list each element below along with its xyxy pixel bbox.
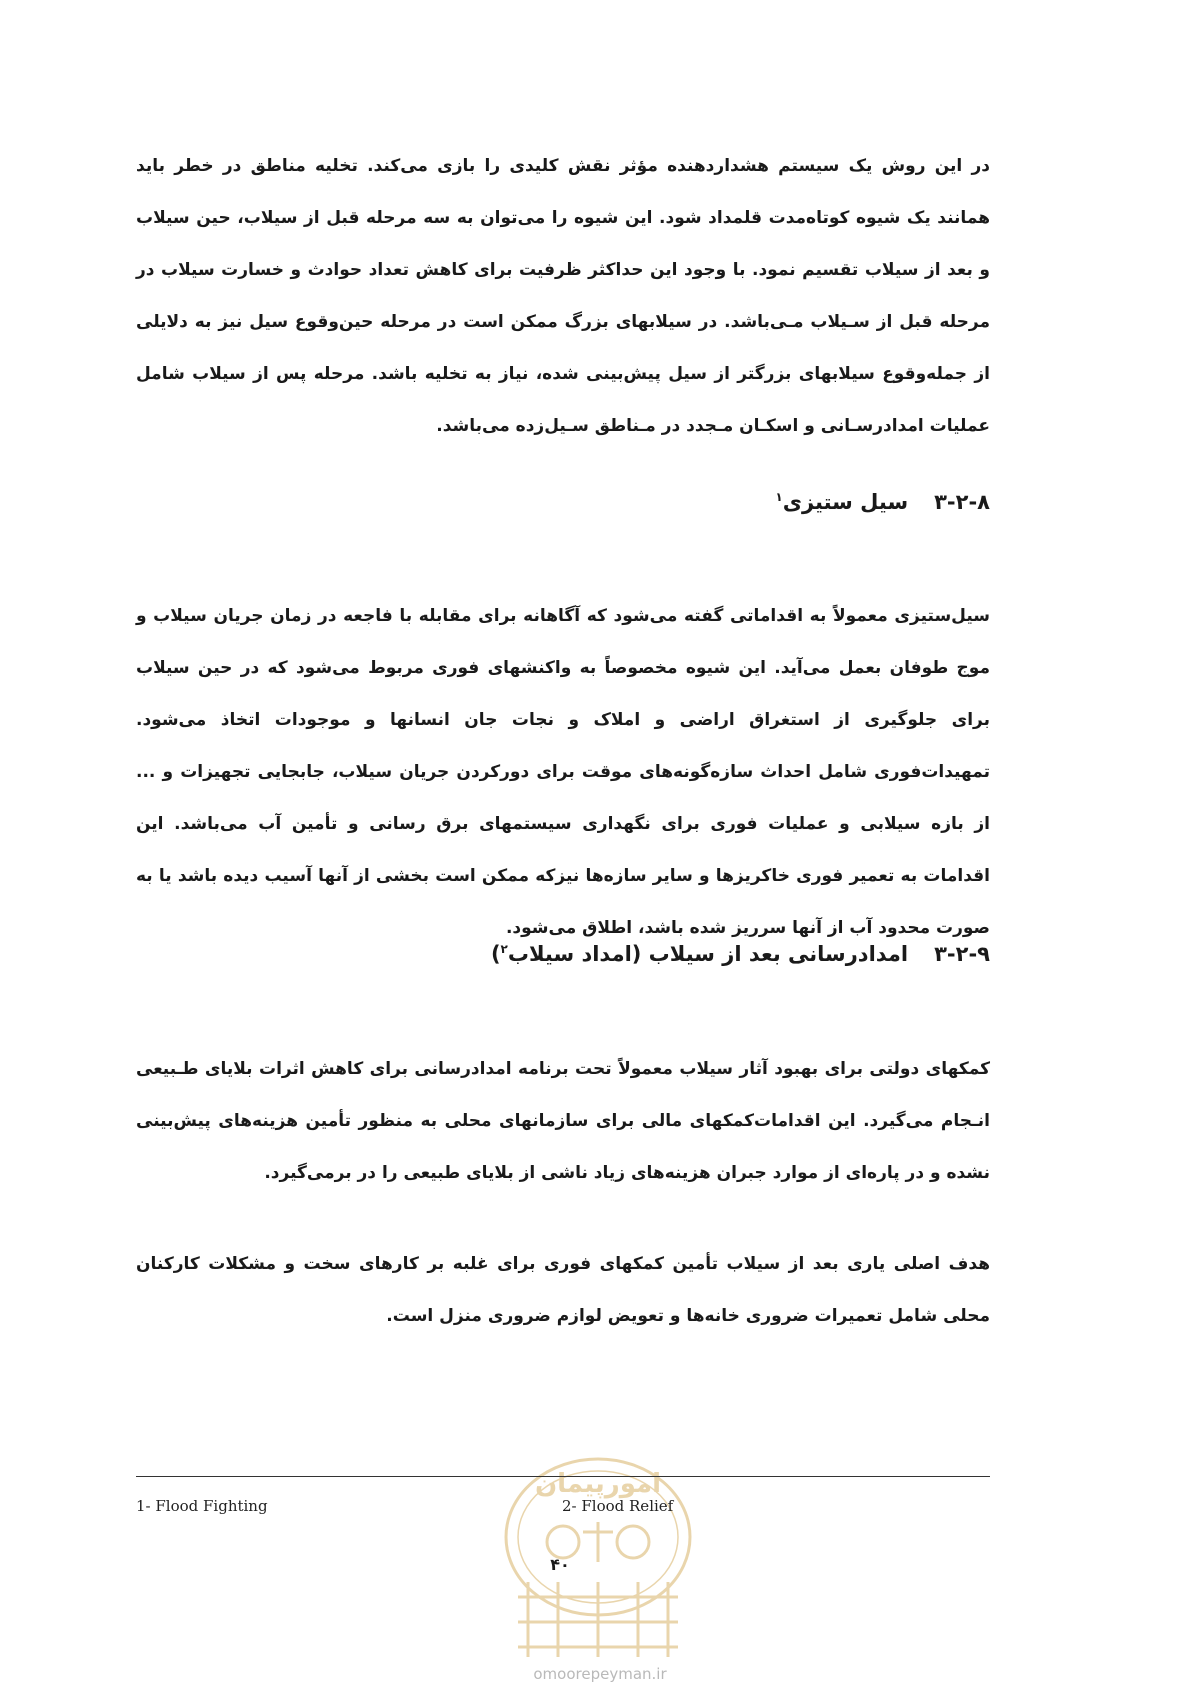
footnote-2: 2- Flood Relief [562, 1497, 674, 1515]
footnote-divider [136, 1476, 990, 1477]
section-title: سیل ستیزی [782, 490, 909, 514]
section-title-close: ) [490, 942, 501, 966]
section-number: ۳-۲-۹ [934, 942, 990, 966]
footnote-ref: ۱ [775, 490, 783, 504]
footnote-ref: ۲ [500, 942, 508, 956]
page-number: ۴۰ [550, 1555, 570, 1574]
watermark-url: omoorepeyman.ir [533, 1665, 667, 1683]
paragraph-government-aid: کمکهای دولتی برای بهبود آثار سیلاب معمولاً تحت برنامه امدادرسانی برای کاهش اثرات بلایای طـبیعی انـجام می‌گیرد. این اقدامات‌کمکهای مالی برای سازمانهای محلی به منظور تأمین هزینه‌های پیش‌بینی نشده و در پاره‌ای از موارد جبران هزینه‌های زیاد ناشی از بلایای طبیعی را در برمی‌گیرد. [136, 1059, 990, 1183]
section-heading-flood-relief [491, 942, 990, 966]
paragraph-flood-fighting: سیل‌ستیزی معمولاً به اقداماتی گفته می‌شود که آگاهانه برای مقابله با فاجعه در زمان جریان سیلاب و موج طوفان بعمل می‌آید. این شیوه مخصوصاً به واکنشهای فوری مربوط می‌شود که در حین سیلاب برای جلوگیری از استغراق اراضی و املاک و نجات جان انسانها و موجودات اتخاذ می‌شود. تمهیدات‌فوری شامل احداث سازه‌گونه‌های موقت برای دورکردن جریان سیلاب، جابجایی تجهیزات و ... از بازه سیلابی و عملیات فوری برای نگهداری سیستمهای برق رسانی و تأمین آب می‌باشد. این اقدامات به تعمیر فوری خاکریزها و سایر سازه‌ها نیزکه ممکن است بخشی از آنها آسیب دیده باشد یا به صورت محدود آب از آنها سرریز شده باشد، اطلاق می‌شود. [136, 606, 990, 938]
footnote-1: 1- Flood Fighting [136, 1497, 268, 1515]
section-heading-flood-fighting [775, 490, 990, 514]
section-title: امدادرسانی بعد از سیلاب (امداد سیلاب [507, 942, 909, 966]
paragraph-evacuation: در این روش یک سیستم هشداردهنده مؤثر نقش کلیدی را بازی می‌کند. تخلیه مناطق در خطر باید همانند یک شیوه کوتاه‌مدت قلمداد شود. این شیوه را می‌توان به سه مرحله قبل از سیلاب، حین سیلاب و بعد از سیلاب تقسیم نمود. با وجود این حداکثر ظرفیت برای کاهش تعداد حوادث و خسارت سیلاب در مرحله قبل از سـیلاب مـی‌باشد. در سیلابهای بزرگ ممکن است در مرحله حین‌وقوع سیل نیز به دلایلی از جمله‌وقوع سیلابهای بزرگتر از سیل پیش‌بینی شده، نیاز به تخلیه باشد. مرحله پس از سیلاب شامل عملیات امدادرسـانی و اسکـان مـجدد در مـناطق سـیل‌زده می‌باشد. [136, 156, 990, 436]
watermark-logo-text: امورپیمان [534, 1469, 662, 1499]
watermark-logo [488, 1432, 708, 1668]
paragraph-relief-goal: هدف اصلی یاری بعد از سیلاب تأمین کمکهای فوری برای غلبه بر کارهای سخت و مشکلات کارکنان محلی شامل تعمیرات ضروری خانه‌ها و تعویض لوازم ضروری منزل است. [136, 1254, 990, 1326]
section-number: ۳-۲-۸ [934, 490, 990, 514]
